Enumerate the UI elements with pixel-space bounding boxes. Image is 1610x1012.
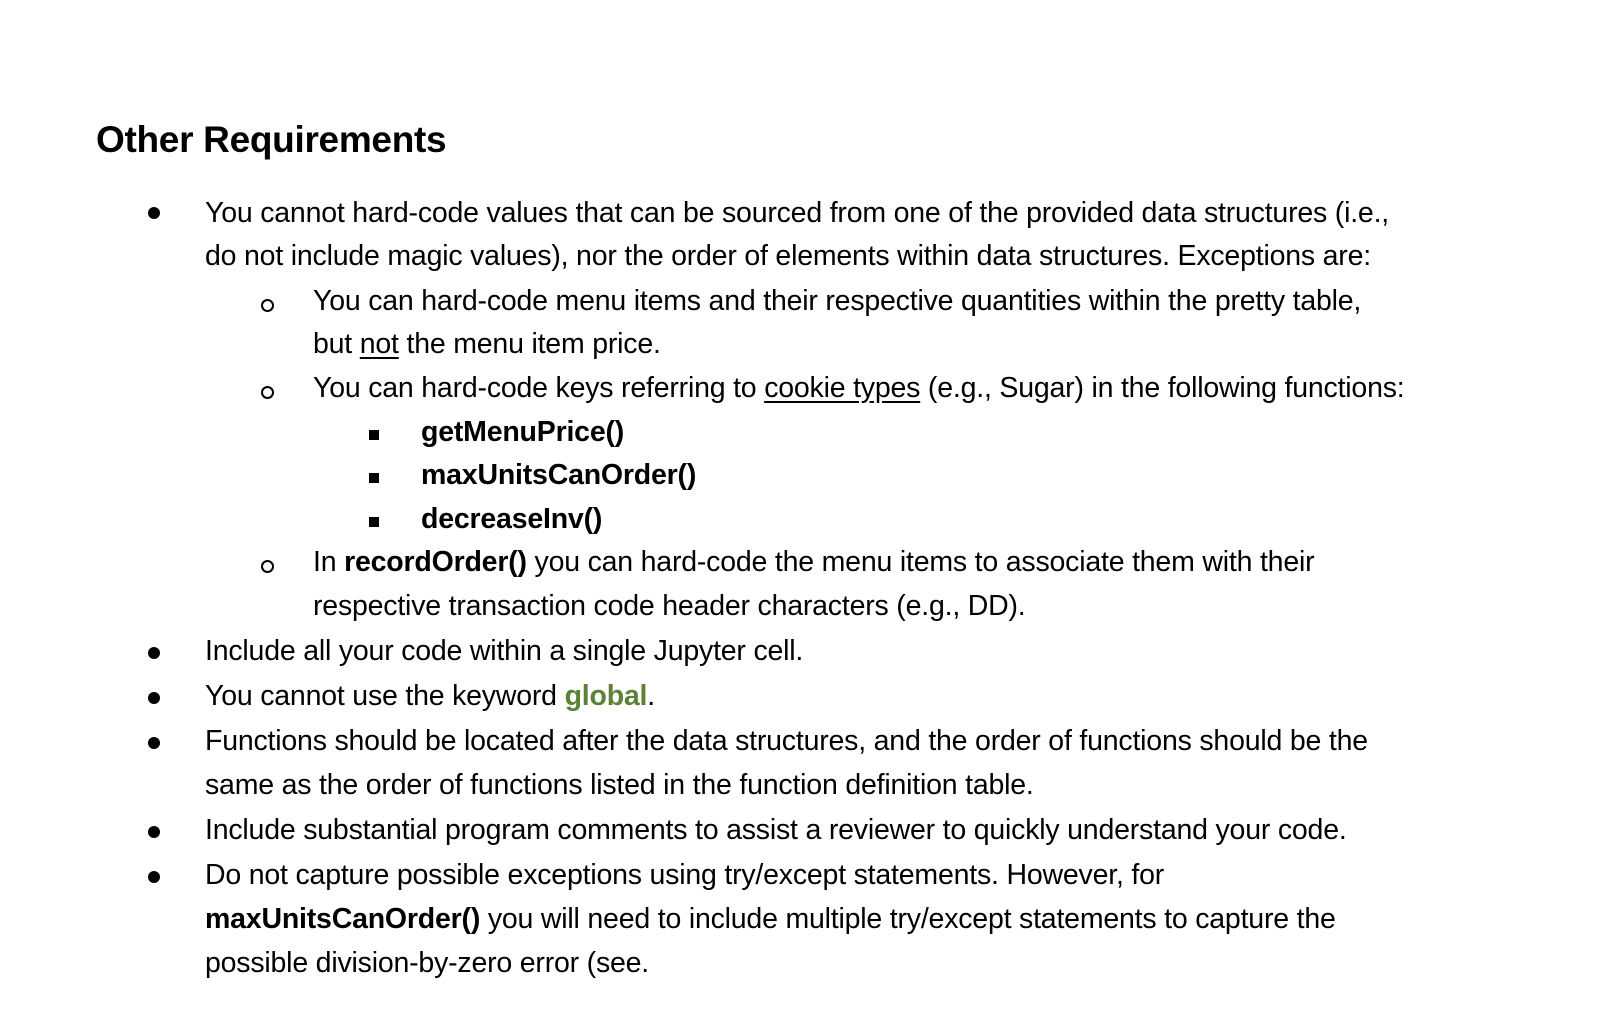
sub-item-3-line-2: respective transaction code header characters (e.g., DD). — [313, 590, 1026, 622]
function-item-decreaseinv: decreaseInv() — [421, 503, 603, 535]
function-item-getmenuprice: getMenuPrice() — [421, 416, 625, 448]
bullet-3-line — [205, 678, 655, 714]
bullet-dot-icon — [148, 647, 160, 659]
section-heading: Other Requirements — [96, 119, 447, 160]
bullet-5-line: Include substantial program comments to assist a reviewer to quickly understand your code. — [205, 814, 1347, 846]
bullet-3-text-pre: You cannot use the keyword — [205, 680, 565, 712]
sub-bullet-circle-icon — [261, 386, 274, 399]
bullet-dot-icon — [148, 692, 160, 704]
sub-item-1-text-post: the menu item price. — [398, 328, 661, 360]
bullet-dot-icon — [148, 737, 160, 749]
bullet-3-text-post: . — [647, 680, 655, 712]
function-name-recordorder: recordOrder() — [344, 546, 527, 578]
bullet-4-line-2: same as the order of functions listed in the function definition table. — [205, 769, 1034, 801]
bullet-dot-icon — [148, 871, 160, 883]
sub-item-3-line-1 — [313, 544, 1314, 580]
bullet-6-line-1: Do not capture possible exceptions using try/except statements. However, for — [205, 859, 1165, 891]
keyword-global: global — [564, 680, 648, 712]
bullet-dot-icon — [148, 207, 160, 219]
sub-bullet-circle-icon — [261, 560, 274, 573]
bullet-6-text-post: you will need to include multiple try/except statements to capture the — [480, 903, 1336, 935]
bullet-2-line: Include all your code within a single Jupyter cell. — [205, 635, 804, 667]
sub-item-2-text-post: (e.g., Sugar) in the following functions: — [920, 372, 1405, 404]
sub-item-2-text-pre: You can hard-code keys referring to — [313, 372, 765, 404]
bullet-1-line-1: You cannot hard-code values that can be sourced from one of the provided data structures (i.e., — [205, 197, 1390, 229]
bullet-4-line-1: Functions should be located after the data structures, and the order of functions should be the — [205, 725, 1368, 757]
square-bullet-icon — [369, 430, 379, 440]
square-bullet-icon — [369, 517, 379, 527]
sub-item-3-text-post: you can hard-code the menu items to associate them with their — [526, 546, 1315, 578]
bullet-6-line-3: possible division-by-zero error (see. — [205, 947, 650, 979]
sub-item-1-line-1: You can hard-code menu items and their respective quantities within the pretty table, — [313, 285, 1362, 317]
bullet-6-line-2 — [205, 901, 1336, 937]
underlined-not: not — [359, 328, 399, 360]
sub-item-2-line — [313, 370, 1405, 406]
underlined-cookie-types: cookie types — [764, 372, 921, 404]
sub-bullet-circle-icon — [261, 299, 274, 312]
sub-item-1-line-2 — [313, 326, 661, 362]
function-name-maxunitscanorder: maxUnitsCanOrder() — [205, 903, 481, 935]
bullet-1-line-2: do not include magic values), nor the order of elements within data structures. Exceptions are: — [205, 240, 1371, 272]
function-item-maxunitscanorder: maxUnitsCanOrder() — [421, 459, 697, 491]
sub-item-1-text-pre: but — [313, 328, 360, 360]
sub-item-3-text-pre: In — [313, 546, 345, 578]
square-bullet-icon — [369, 473, 379, 483]
bullet-dot-icon — [148, 826, 160, 838]
